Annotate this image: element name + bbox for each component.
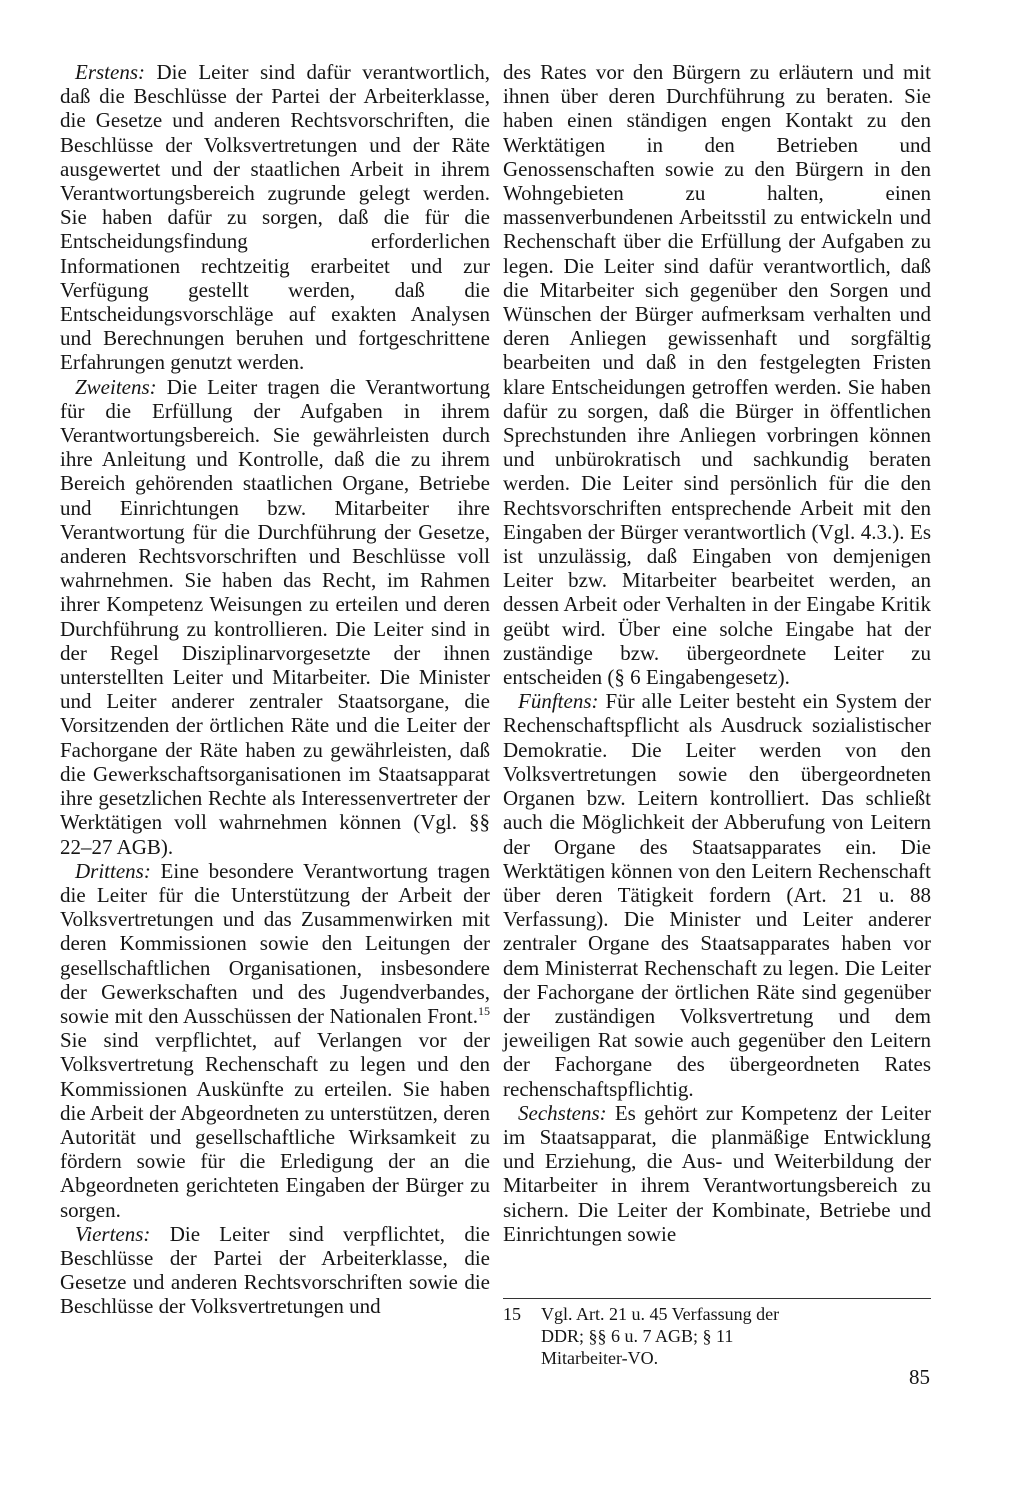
paragraph-lead: Fünftens: <box>518 689 599 714</box>
paragraph-erstens <box>60 60 490 375</box>
paragraph-text: Für alle Leiter besteht ein System der Rechenschaftspflicht als Ausdruck sozialistischer Demokratie. Die Leiter werden von den Volksvertretungen sowie den übergeordneten Organen bzw. Leitern kontrolliert. Das schließt auch die Möglichkeit der Abberufung von Leitern der Organe des Staatsapparates ein. Die Werktätigen können von den Leitern Rechenschaft über deren Tätigkeit fordern (Art. 21 u. 88 Verfassung). Die Minister und Leiter anderer zentraler Organe des Staatsapparates haben vor dem Ministerrat Rechenschaft zu legen. Die Leiter der Fachorgane der örtlichen Räte sind gegenüber der zuständigen Volksvertretung und dem jeweiligen Rat sowie auch gegenüber den Leitern der Fachorgane des übergeordneten Rates rechenschaftspflichtig. <box>503 689 931 1101</box>
paragraph-continuation <box>503 60 931 689</box>
paragraph-sechstens <box>503 1101 931 1246</box>
paragraph-text: Die Leiter sind dafür verantwortlich, daß die Beschlüsse der Partei der Arbeiterklasse, die Gesetze und anderen Rechtsvorschriften, die Beschlüsse der Volksvertretungen und der Räte ausgewertet und der staatlichen Arbeit in ihrem Verantwortungsbereich zugrunde gelegt werden. Sie haben dafür zu sorgen, daß die für die Entscheidungsfindung erforderlichen Informationen rechtzeitig erarbeitet und zur Verfügung gestellt werden, daß die Entscheidungsvorschläge auf exakten Analysen und Berechnungen beruhen und fortgeschrittene Erfahrungen genutzt werden. <box>60 60 490 375</box>
paragraph-text: Die Leiter tragen die Verantwortung für die Erfüllung der Aufgaben in ihrem Verantwortungsbereich. Sie gewährleisten durch ihre Anleitung und Kontrolle, daß die zu ihrem Bereich gehörenden staatlichen Organe, Betriebe und Einrichtungen bzw. Mitarbeiter ihre Verantwortung für die Durchführung der Gesetze, anderen Rechtsvorschriften und Beschlüsse voll wahrnehmen. Sie haben das Recht, im Rahmen ihrer Kompetenz Weisungen zu erteilen und deren Durchführung zu kontrollieren. Die Leiter sind in der Regel Disziplinarvorgesetzte der ihnen unterstellten Leiter und Mitarbeiter. Die Minister und Leiter anderer zentraler Staatsorgane, die Vorsitzenden der örtlichen Räte und die Leiter der Fachorgane der Räte haben zu gewährleisten, daß die Gewerkschaftsorganisationen im Staatsapparat ihre gesetzlichen Rechte als Interessenvertreter der Werktätigen voll wahrnehmen können (Vgl. §§ 22–27 AGB). <box>60 374 490 859</box>
paragraph-text: Die Leiter sind verpflichtet, die Beschlüsse der Partei der Arbeiterklasse, die Gesetze und anderen Rechtsvorschriften sowie die Beschlüsse der Volksvertretungen und <box>60 1221 490 1319</box>
paragraph-text: Es gehört zur Kompetenz der Leiter im Staatsapparat, die planmäßige Entwicklung und Erziehung, die Aus- und Weiterbildung der Mitarbeiter in ihrem Verantwortungsbereich zu sichern. Die Leiter der Kombinate, Betriebe und Einrichtungen sowie <box>503 1100 931 1246</box>
paragraph-text-continued: Sie sind verpflichtet, auf Verlangen vor der Volksvertretung Rechenschaft zu legen und den Kommissionen Auskünfte zu erteilen. Sie haben die Arbeit der Abgeordneten zu unterstützen, deren Autorität und gesellschaftliche Wirksamkeit zu fördern sowie für die Erledigung der an die Abgeordneten gerichteten Eingaben der Bürger zu sorgen. <box>60 1028 490 1222</box>
paragraph-drittens <box>60 859 490 1222</box>
paragraph-lead: Drittens: <box>75 858 151 883</box>
paragraph-text: des Rates vor den Bürgern zu erläutern und mit ihnen über deren Durchführung zu beraten. Sie haben einen ständigen engen Kontakt zu den Werktätigen in den Betrieben und Genossenschaften sowie zu den Bürgern in den Wohngebieten zu halten, einen massenverbundenen Arbeitsstil zu entwickeln und Rechenschaft über die Erfüllung der Aufgaben zu legen. Die Leiter sind dafür verantwortlich, daß die Mitarbeiter sich gegenüber den Sorgen und Wünschen der Bürger aufmerksam verhalten und deren Anliegen gewissenhaft und sorgfältig bearbeiten und daß in den festgelegten Fristen klare Entscheidungen getroffen werden. Sie haben dafür zu sorgen, daß die Bürger in öffentlichen Sprechstunden ihre Anliegen vorbringen können und unbürokratisch und sachkundig beraten werden. Die Leiter sind persönlich für die den Rechtsvorschriften entsprechende Arbeit mit den Eingaben der Bürger verantwortlich (Vgl. 4.3.). Es ist unzulässig, daß Eingaben von demjenigen Leiter bzw. Mitarbeiter bearbeitet werden, an dessen Arbeit oder Verhalten in der Eingabe Kritik geübt wird. Über eine solche Eingabe hat der zuständige bzw. übergeordnete Leiter zu entscheiden (§ 6 Eingabengesetz). <box>503 60 931 690</box>
footnote-number: 15 <box>503 1304 521 1324</box>
paragraph-zweitens <box>60 375 490 859</box>
left-column <box>60 60 490 1319</box>
page-number: 85 <box>909 1365 930 1389</box>
paragraph-lead: Viertens: <box>75 1221 151 1246</box>
paragraph-lead: Erstens: <box>75 60 145 84</box>
paragraph-viertens <box>60 1222 490 1319</box>
footnote <box>503 1303 793 1369</box>
right-column <box>503 60 931 1246</box>
paragraph-lead: Zweitens: <box>75 374 157 399</box>
footnote-divider <box>503 1298 931 1299</box>
footnote-reference[interactable]: 15 <box>478 1003 490 1018</box>
paragraph-lead: Sechstens: <box>518 1100 607 1125</box>
footnote-text: Vgl. Art. 21 u. 45 Verfassung der DDR; §§ 6 u. 7 AGB; § 11 Mitarbeiter-VO. <box>541 1304 780 1368</box>
paragraph-fuenftens <box>503 689 931 1100</box>
paragraph-text: Eine besondere Verantwortung tragen die Leiter für die Unterstützung der Arbeit der Volksvertretungen und das Zusammenwirken mit deren Kommissionen sowie den Leitungen der gesellschaftlichen Organisationen, insbesondere der Gewerkschaften und des Jugendverbandes, sowie mit den Ausschüssen der Nationalen Front. <box>60 858 490 1028</box>
